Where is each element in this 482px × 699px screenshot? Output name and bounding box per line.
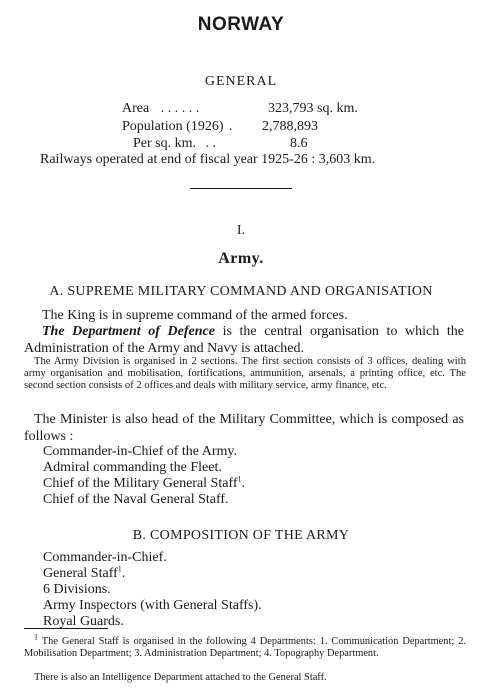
stat-population-value: 2,788,893	[262, 119, 318, 134]
paragraph-king: The King is in supreme command of the armed forces.	[42, 308, 348, 323]
section-b-title: B. COMPOSITION OF THE ARMY	[132, 528, 350, 543]
list-item: Admiral commanding the Fleet.	[43, 460, 222, 475]
section-divider	[190, 188, 292, 189]
footnote-ref: 1	[117, 564, 122, 574]
part-title: Army.	[218, 250, 264, 267]
list-item: Commander-in-Chief of the Army.	[43, 444, 237, 459]
stat-area-label: Area . . . . . .	[122, 101, 200, 116]
footnote-intelligence: There is also an Intelligence Department attached to the General Staff.	[34, 672, 327, 683]
paragraph-army-division: The Army Division is organised in 2 sections. The first section consists of 3 offices, dealing with army organisation and mobilisation, fortifications, ammunition, arsenals, a printing office, etc. The second section consists of 2 offices and deals with military service, army finance, etc.	[24, 356, 466, 391]
footnote-mark: 1	[34, 632, 38, 642]
list-item: 6 Divisions.	[43, 582, 111, 597]
footnote-divider	[24, 628, 108, 629]
stat-density-label: Per sq. km. . .	[133, 136, 216, 151]
footnote-ref: 1	[237, 474, 242, 484]
committee-list	[43, 444, 245, 508]
section-a-title: A. SUPREME MILITARY COMMAND AND ORGANISATION	[49, 284, 433, 299]
paragraph-department: The Department of Defence is the central organisation to which the Administration of the Army and Navy is attached.	[24, 324, 465, 356]
section-heading-general: GENERAL	[204, 74, 278, 89]
railways-line: Railways operated at end of fiscal year 1925-26 : 3,603 km.	[40, 152, 376, 167]
list-item: Chief of the Military General Staff$^1$.	[43, 474, 246, 491]
stat-area-value: 323,793 sq. km.	[268, 101, 358, 116]
list-item: Royal Guards.	[43, 614, 124, 629]
footnote-general-staff: $^1$ The General Staff is organised in the following 4 Departments: 1. Communication Department; 2. Mobilisation Department; 3. Administration Department; 4. Topography Department.	[24, 632, 466, 659]
stat-population-label: Population (1926) .	[122, 119, 233, 134]
stat-density-value: 8.6	[290, 136, 308, 151]
list-item: Commander-in-Chief.	[43, 550, 167, 565]
composition-list	[43, 550, 262, 630]
part-number: I.	[236, 223, 246, 238]
department-of-defence-term: The Department of Defence	[42, 324, 215, 339]
country-heading: NORWAY	[197, 14, 285, 35]
paragraph-minister: The Minister is also head of the Military Committee, which is composed as follows :	[24, 412, 464, 444]
list-item: General Staff$^1$.	[43, 564, 126, 581]
list-item: Army Inspectors (with General Staffs).	[43, 598, 262, 613]
list-item: Chief of the Naval General Staff.	[43, 492, 229, 507]
